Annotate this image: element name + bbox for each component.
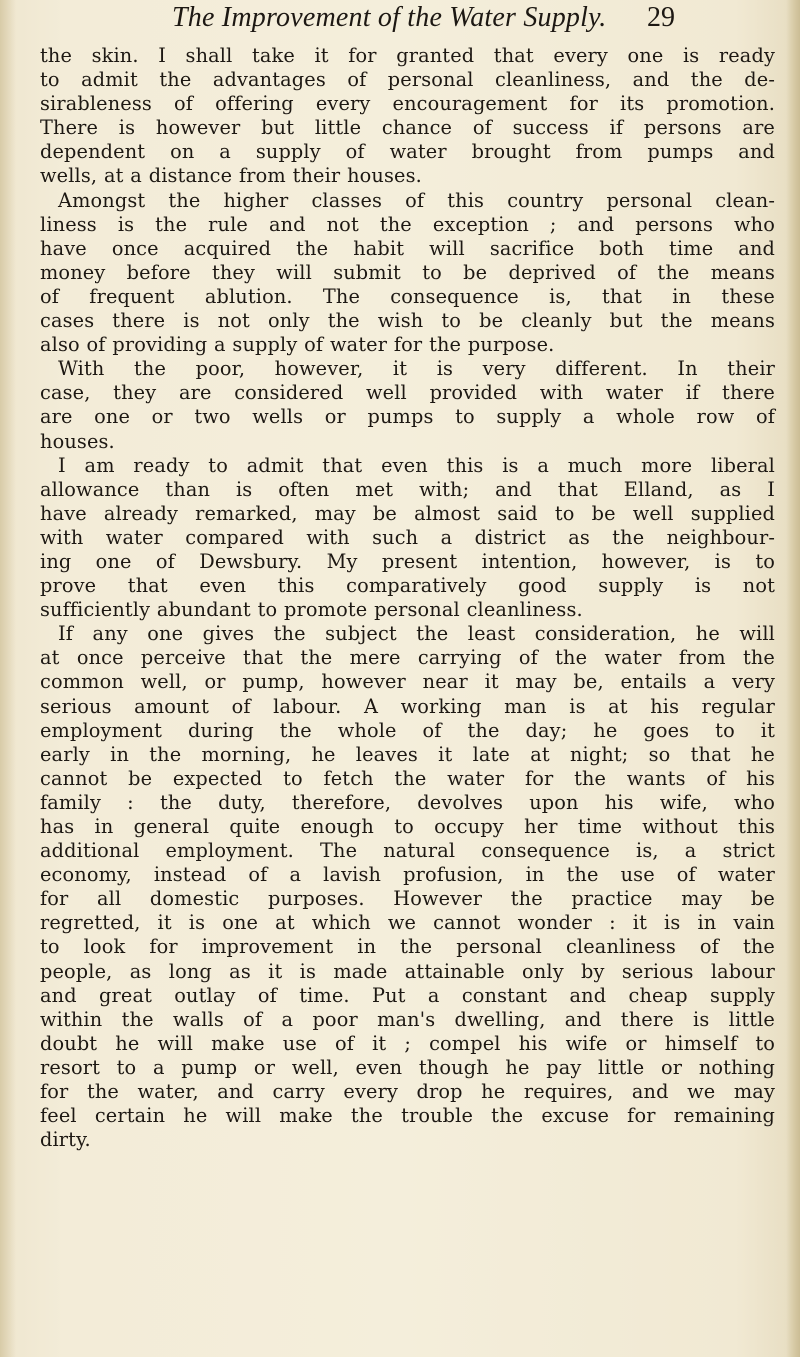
text-line: to look for improvement in the personal cleanliness of the: [40, 935, 775, 959]
text-line: and great outlay of time. Put a constant and cheap supply: [40, 983, 775, 1007]
text-line: cannot be expected to fetch the water for the wants of his: [40, 766, 775, 790]
text-line: allowance than is often met with; and that Elland, as I: [40, 477, 775, 501]
text-line: to admit the advantages of personal cleanliness, and the de-: [40, 68, 775, 92]
text-line: have already remarked, may be almost said to be well supplied: [40, 501, 775, 525]
text-line: regretted, it is one at which we cannot wonder : it is in vain: [40, 911, 775, 935]
text-line: If any one gives the subject the least consideration, he will: [58, 622, 775, 646]
text-line: has in general quite enough to occupy her time without this: [40, 815, 775, 838]
text-line: also of providing a supply of water for the purpose.: [40, 333, 555, 357]
text-line: ing one of Dewsbury. My present intention, however, is to: [40, 549, 775, 573]
text-line: Amongst the higher classes of this country personal clean-: [58, 188, 775, 212]
text-line: early in the morning, he leaves it late at night; so that he: [40, 742, 775, 766]
text-line: resort to a pump or well, even though he pay little or nothing: [40, 1055, 775, 1079]
text-line: economy, instead of a lavish profusion, in the use of water: [40, 863, 775, 887]
text-line: sufficiently abundant to promote personal cleanliness.: [40, 598, 583, 622]
text-line: additional employment. The natural consequence is, a strict: [40, 839, 775, 863]
text-line: case, they are considered well provided with water if there: [40, 381, 775, 405]
text-line: for all domestic purposes. However the practice may be: [40, 887, 775, 911]
text-line: dirty.: [40, 1128, 91, 1152]
text-line: There is however but little chance of success if persons are: [40, 116, 775, 140]
text-line: houses.: [40, 429, 115, 453]
text-line: the skin. I shall take it for granted that every one is ready: [40, 44, 775, 67]
page-gutter-shadow: [0, 0, 16, 1357]
text-line: employment during the whole of the day; he goes to it: [40, 718, 775, 742]
text-line: of frequent ablution. The consequence is, that in these: [40, 284, 775, 308]
text-line: within the walls of a poor man's dwelling, and there is little: [40, 1007, 775, 1031]
text-line: sirableness of offering every encouragement for its promotion.: [40, 92, 775, 116]
text-line: money before they will submit to be deprived of the means: [40, 260, 775, 284]
text-line: With the poor, however, it is very different. In their: [58, 357, 775, 381]
page-edge: [786, 0, 800, 1357]
text-line: cases there is not only the wish to be cleanly but the means: [40, 309, 775, 333]
text-line: wells, at a distance from their houses.: [40, 164, 422, 188]
text-line: doubt he will make use of it ; compel his wife or himself to: [40, 1031, 775, 1055]
text-line: for the water, and carry every drop he requires, and we may: [40, 1080, 775, 1104]
text-line: with water compared with such a district as the neighbour-: [40, 525, 775, 549]
text-line: dependent on a supply of water brought from pumps and: [40, 140, 775, 164]
body-text: [40, 44, 775, 1152]
text-line: family : the duty, therefore, devolves upon his wife, who: [40, 790, 775, 814]
running-header: [40, 0, 775, 36]
text-line: feel certain he will make the trouble the excuse for remaining: [40, 1104, 775, 1128]
text-line: have once acquired the habit will sacrifice both time and: [40, 236, 775, 260]
text-line: common well, or pump, however near it may be, entails a very: [40, 670, 775, 694]
text-line: liness is the rule and not the exception ; and persons who: [40, 212, 775, 236]
text-line: prove that even this comparatively good supply is not: [40, 574, 775, 598]
text-line: serious amount of labour. A working man is at his regular: [40, 694, 775, 718]
text-line: I am ready to admit that even this is a much more liberal: [58, 453, 775, 477]
text-line: are one or two wells or pumps to supply a whole row of: [40, 405, 775, 429]
running-title: The Improvement of the Water Supply.: [172, 2, 607, 33]
text-line: at once perceive that the mere carrying of the water from the: [40, 646, 775, 670]
text-line: people, as long as it is made attainable only by serious labour: [40, 959, 775, 983]
page-number: 29: [647, 2, 675, 33]
